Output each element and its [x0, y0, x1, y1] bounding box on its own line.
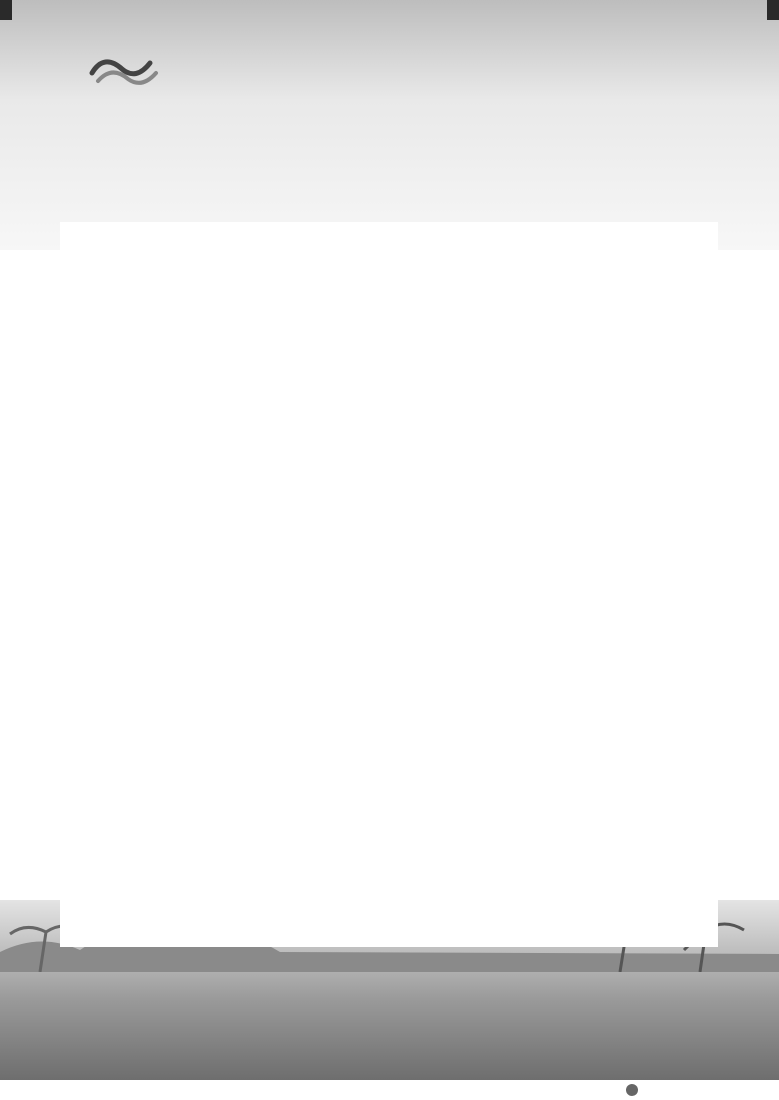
price-table-panel — [60, 222, 718, 947]
ad-tag-left — [0, 0, 12, 20]
carefree-travel-logo-icon — [84, 36, 174, 106]
ad-tag-right — [767, 0, 779, 20]
page-footer — [0, 1080, 779, 1100]
edition-logo-icon — [626, 1084, 638, 1096]
